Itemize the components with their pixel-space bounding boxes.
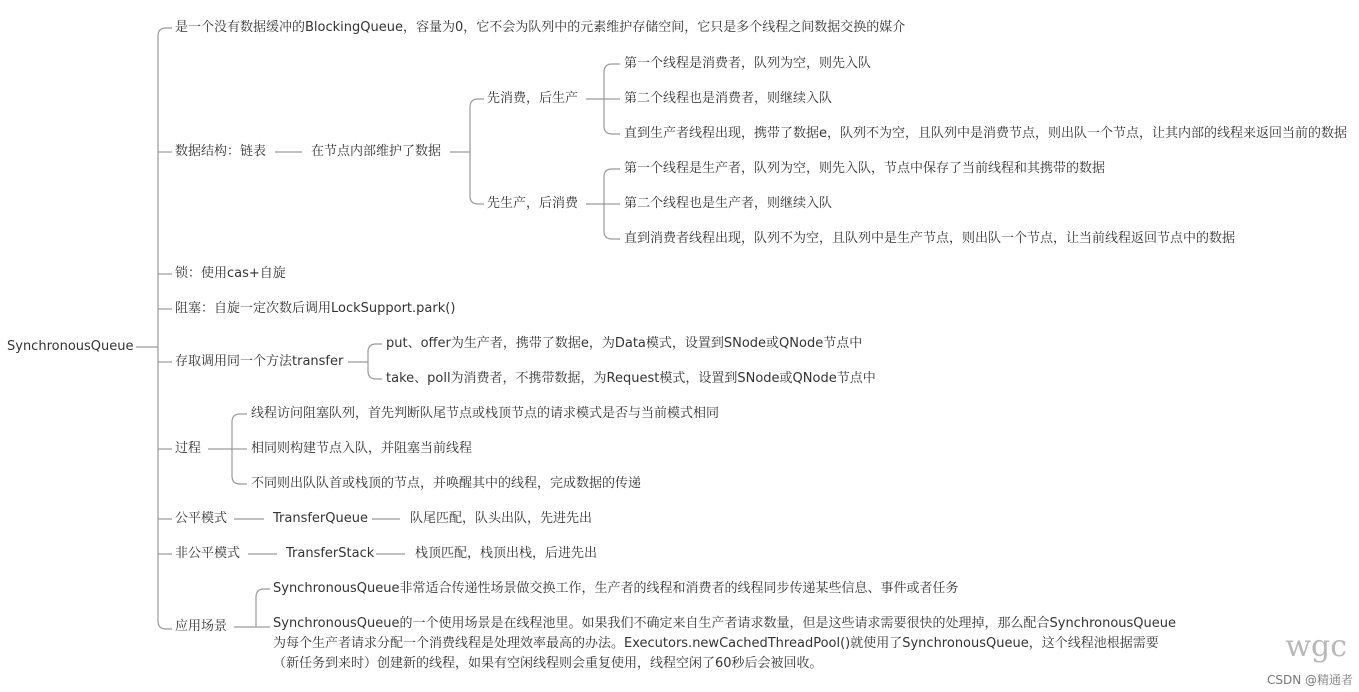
node-process: 过程 [175, 441, 202, 456]
leaf-process-2: 相同则构建节点入队，并阻塞当前线程 [251, 441, 473, 456]
leaf-produce-first-2: 第二个线程也是生产者，则继续入队 [624, 196, 833, 211]
leaf-usage-2-line1: SynchronousQueue的一个使用场景是在线程池里。如果我们不确定来自生产者请求数量，但是这些请求需要很快的处理掉，那么配合SynchronousQueue [273, 616, 1176, 631]
node-consume-first: 先消费，后生产 [487, 91, 579, 106]
leaf-consume-first-2: 第二个线程也是消费者，则继续入队 [624, 91, 833, 106]
node-produce-first: 先生产，后消费 [487, 196, 579, 211]
leaf-usage-2-line2: 为每个生产者请求分配一个消费线程是处理效率最高的办法。Executors.newCachedThreadPool()就使用了SynchronousQueue，这个线程池根据需要 [273, 636, 1159, 651]
leaf-produce-first-3: 直到消费者线程出现，队列不为空，且队列中是生产节点，则出队一个节点，让当前线程返回节点中的数据 [624, 231, 1236, 246]
node-unfair-mode: 非公平模式 [175, 546, 241, 561]
node-data-structure: 数据结构：链表 [175, 144, 267, 159]
leaf-usage-1: SynchronousQueue非常适合传递性场景做交换工作，生产者的线程和消费者的线程同步传递某些信息、事件或者任务 [273, 581, 959, 596]
node-node-maintains-data: 在节点内部维护了数据 [311, 144, 442, 159]
leaf-transfer-producer: put、offer为生产者，携带了数据e，为Data模式，设置到SNode或QNode节点中 [386, 336, 863, 351]
csdn-watermark [1267, 671, 1353, 688]
node-lock: 锁：使用cas+自旋 [175, 266, 286, 281]
leaf-transfer-consumer: take、poll为消费者，不携带数据，为Request模式，设置到SNode或QNode节点中 [386, 371, 876, 386]
node-transfer-queue: TransferQueue [273, 511, 368, 526]
leaf-usage-2-line3: （新任务到来时）创建新的线程，如果有空闲线程则会重复使用，线程空闲了60秒后会被回收。 [273, 656, 823, 671]
node-usage: 应用场景 [175, 619, 228, 634]
leaf-process-3: 不同则出队队首或栈顶的节点，并唤醒其中的线程，完成数据的传递 [251, 476, 642, 491]
leaf-consume-first-1: 第一个线程是消费者，队列为空，则先入队 [624, 56, 872, 71]
node-description: 是一个没有数据缓冲的BlockingQueue，容量为0，它不会为队列中的元素维护存储空间，它只是多个线程之间数据交换的媒介 [175, 20, 906, 35]
node-transfer: 存取调用同一个方法transfer [175, 354, 344, 369]
watermark-site: CSDN @ [1266, 673, 1317, 687]
leaf-produce-first-1: 第一个线程是生产者，队列为空，则先入队，节点中保存了当前线程和其携带的数据 [624, 161, 1106, 176]
leaf-fair-rule: 队尾匹配，队头出队，先进先出 [410, 511, 593, 526]
node-fair-mode: 公平模式 [175, 511, 228, 526]
watermark-logo: wgc [1285, 629, 1347, 664]
root-node: SynchronousQueue [7, 339, 134, 354]
leaf-consume-first-3: 直到生产者线程出现，携带了数据e，队列不为空，且队列中是消费节点，则出队一个节点，让其内部的线程来返回当前的数据 [624, 126, 1347, 141]
leaf-process-1: 线程访问阻塞队列，首先判断队尾节点或栈顶节点的请求模式是否与当前模式相同 [251, 406, 720, 421]
node-transfer-stack: TransferStack [286, 546, 375, 561]
watermark-user: 精通者 [1316, 673, 1353, 687]
node-block: 阻塞：自旋一定次数后调用LockSupport.park() [175, 301, 456, 316]
leaf-unfair-rule: 栈顶匹配，栈顶出栈，后进先出 [415, 546, 598, 561]
